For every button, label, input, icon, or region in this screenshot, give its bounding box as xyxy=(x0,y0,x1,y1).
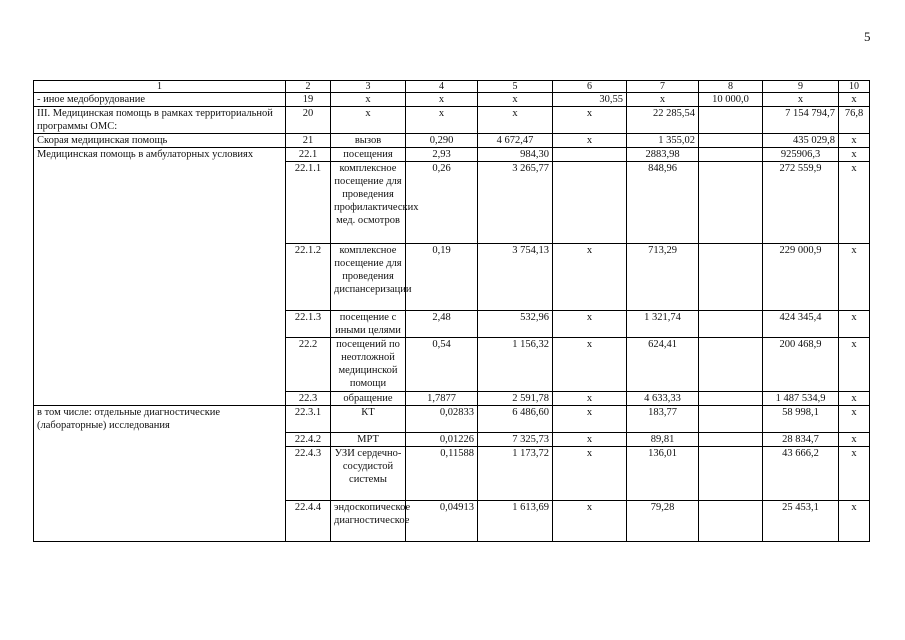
row-col9: 272 559,9 xyxy=(763,162,839,244)
table-row xyxy=(34,406,870,433)
row-col6: x xyxy=(553,338,627,392)
row-col7: 1 321,74 xyxy=(627,311,699,338)
row-col9: 28 834,7 xyxy=(763,432,839,446)
row-unit: комплексное посещение для проведения диспансеризации xyxy=(331,244,406,311)
header-cell: 3 xyxy=(331,81,406,93)
row-col7: 22 285,54 xyxy=(627,107,699,134)
row-col4: x xyxy=(406,93,478,107)
table-row xyxy=(34,338,870,392)
row-col4: 0,26 xyxy=(406,162,478,244)
row-col5: 3 754,13 xyxy=(478,244,553,311)
row-col6: 30,55 xyxy=(553,93,627,107)
row-name xyxy=(34,162,286,244)
row-col8 xyxy=(699,162,763,244)
row-col6: x xyxy=(553,311,627,338)
row-code: 19 xyxy=(286,93,331,107)
row-col8 xyxy=(699,338,763,392)
row-col4: 0,54 xyxy=(406,338,478,392)
table-row xyxy=(34,446,870,500)
row-col5: x xyxy=(478,107,553,134)
table-row xyxy=(34,500,870,541)
row-col9: 925906,3 xyxy=(763,148,839,162)
row-col5: 3 265,77 xyxy=(478,162,553,244)
header-cell: 5 xyxy=(478,81,553,93)
data-table xyxy=(33,80,870,542)
row-unit: x xyxy=(331,93,406,107)
row-col8 xyxy=(699,244,763,311)
table-row xyxy=(34,148,870,162)
row-code: 22.1 xyxy=(286,148,331,162)
row-col4: 0,11588 xyxy=(406,446,478,500)
table-row xyxy=(34,93,870,107)
row-col5: 532,96 xyxy=(478,311,553,338)
row-col8 xyxy=(699,392,763,406)
row-name xyxy=(34,446,286,500)
row-col10: x xyxy=(839,162,870,244)
row-code: 22.4.3 xyxy=(286,446,331,500)
row-unit: обращение xyxy=(331,392,406,406)
row-col6: x xyxy=(553,406,627,433)
row-col8: 10 000,0 xyxy=(699,93,763,107)
table-row xyxy=(34,162,870,244)
row-col5: 1 173,72 xyxy=(478,446,553,500)
row-col5: 1 613,69 xyxy=(478,500,553,541)
header-cell: 8 xyxy=(699,81,763,93)
row-name: III. Медицинская помощь в рамках территориальной программы ОМС: xyxy=(34,107,286,134)
row-code: 22.1.1 xyxy=(286,162,331,244)
row-col10: x xyxy=(839,406,870,433)
row-col10: x xyxy=(839,244,870,311)
row-col4: 1,7877 xyxy=(406,392,478,406)
row-col7: 183,77 xyxy=(627,406,699,433)
row-col4: 2,48 xyxy=(406,311,478,338)
row-col6 xyxy=(553,162,627,244)
row-col10: x xyxy=(839,93,870,107)
row-col7: 79,28 xyxy=(627,500,699,541)
header-cell: 4 xyxy=(406,81,478,93)
row-col9: 424 345,4 xyxy=(763,311,839,338)
row-col4: 2,93 xyxy=(406,148,478,162)
row-col9: x xyxy=(763,93,839,107)
row-code: 21 xyxy=(286,134,331,148)
row-col9: 200 468,9 xyxy=(763,338,839,392)
row-col8 xyxy=(699,406,763,433)
table-row xyxy=(34,244,870,311)
row-code: 20 xyxy=(286,107,331,134)
row-col10: x xyxy=(839,446,870,500)
row-col5: 2 591,78 xyxy=(478,392,553,406)
row-col8 xyxy=(699,432,763,446)
row-col8 xyxy=(699,446,763,500)
row-code: 22.1.2 xyxy=(286,244,331,311)
row-col10: x xyxy=(839,134,870,148)
header-row xyxy=(34,81,870,93)
row-name xyxy=(34,311,286,338)
row-col7: x xyxy=(627,93,699,107)
row-col7: 848,96 xyxy=(627,162,699,244)
row-unit: УЗИ сердечно-сосудистой системы xyxy=(331,446,406,500)
row-col5: x xyxy=(478,93,553,107)
row-name xyxy=(34,244,286,311)
table-row xyxy=(34,432,870,446)
row-col10: x xyxy=(839,311,870,338)
row-name: Медицинская помощь в амбулаторных условиях xyxy=(34,148,286,162)
row-col7: 713,29 xyxy=(627,244,699,311)
row-col7: 1 355,02 xyxy=(627,134,699,148)
row-name xyxy=(34,392,286,406)
row-col5: 7 325,73 xyxy=(478,432,553,446)
table-row xyxy=(34,311,870,338)
row-unit: посещения xyxy=(331,148,406,162)
row-col9: 7 154 794,7 xyxy=(763,107,839,134)
row-col9: 1 487 534,9 xyxy=(763,392,839,406)
row-name: в том числе: отдельные диагностические (лабораторные) исследования xyxy=(34,406,286,433)
header-cell: 1 xyxy=(34,81,286,93)
row-name xyxy=(34,338,286,392)
row-col9: 435 029,8 xyxy=(763,134,839,148)
row-code: 22.3.1 xyxy=(286,406,331,433)
row-col6: x xyxy=(553,500,627,541)
row-col7: 624,41 xyxy=(627,338,699,392)
row-col5: 4 672,47 xyxy=(478,134,553,148)
row-col10: x xyxy=(839,392,870,406)
row-name xyxy=(34,500,286,541)
row-col6: x xyxy=(553,446,627,500)
page-number: 5 xyxy=(864,29,871,44)
table-row xyxy=(34,392,870,406)
row-unit: МРТ xyxy=(331,432,406,446)
row-col5: 984,30 xyxy=(478,148,553,162)
header-cell: 6 xyxy=(553,81,627,93)
row-col6: x xyxy=(553,244,627,311)
row-col8 xyxy=(699,134,763,148)
row-col9: 229 000,9 xyxy=(763,244,839,311)
row-col9: 25 453,1 xyxy=(763,500,839,541)
row-unit: комплексное посещение для проведения профилактических мед. осмотров xyxy=(331,162,406,244)
row-code: 22.4.4 xyxy=(286,500,331,541)
row-col8 xyxy=(699,107,763,134)
row-code: 22.3 xyxy=(286,392,331,406)
row-name: Скорая медицинская помощь xyxy=(34,134,286,148)
row-unit: вызов xyxy=(331,134,406,148)
row-col10: x xyxy=(839,148,870,162)
row-col4: 0,290 xyxy=(406,134,478,148)
row-name: - иное медоборудование xyxy=(34,93,286,107)
row-col10: x xyxy=(839,432,870,446)
row-col4: 0,04913 xyxy=(406,500,478,541)
row-col6: x xyxy=(553,392,627,406)
row-col7: 89,81 xyxy=(627,432,699,446)
row-col9: 43 666,2 xyxy=(763,446,839,500)
row-code: 22.1.3 xyxy=(286,311,331,338)
row-col8 xyxy=(699,500,763,541)
table-row xyxy=(34,107,870,134)
header-cell: 10 xyxy=(839,81,870,93)
header-cell: 9 xyxy=(763,81,839,93)
row-code: 22.4.2 xyxy=(286,432,331,446)
row-col6: x xyxy=(553,134,627,148)
row-col7: 2883,98 xyxy=(627,148,699,162)
row-col10: x xyxy=(839,338,870,392)
row-col7: 136,01 xyxy=(627,446,699,500)
row-unit: x xyxy=(331,107,406,134)
row-col10: x xyxy=(839,500,870,541)
row-col4: 0,01226 xyxy=(406,432,478,446)
row-col7: 4 633,33 xyxy=(627,392,699,406)
row-col8 xyxy=(699,311,763,338)
row-col4: 0,02833 xyxy=(406,406,478,433)
table-row xyxy=(34,134,870,148)
row-col5: 6 486,60 xyxy=(478,406,553,433)
row-col6 xyxy=(553,148,627,162)
row-unit: посещений по неотложной медицинской помощи xyxy=(331,338,406,392)
row-col9: 58 998,1 xyxy=(763,406,839,433)
row-unit: посещение с иными целями xyxy=(331,311,406,338)
row-code: 22.2 xyxy=(286,338,331,392)
row-col6: x xyxy=(553,107,627,134)
row-col6: x xyxy=(553,432,627,446)
row-name xyxy=(34,432,286,446)
header-cell: 7 xyxy=(627,81,699,93)
row-unit: КТ xyxy=(331,406,406,433)
row-unit: эндоскопическое диагностическое xyxy=(331,500,406,541)
row-col10: 76,8 xyxy=(839,107,870,134)
row-col8 xyxy=(699,148,763,162)
row-col5: 1 156,32 xyxy=(478,338,553,392)
row-col4: x xyxy=(406,107,478,134)
header-cell: 2 xyxy=(286,81,331,93)
row-col4: 0,19 xyxy=(406,244,478,311)
